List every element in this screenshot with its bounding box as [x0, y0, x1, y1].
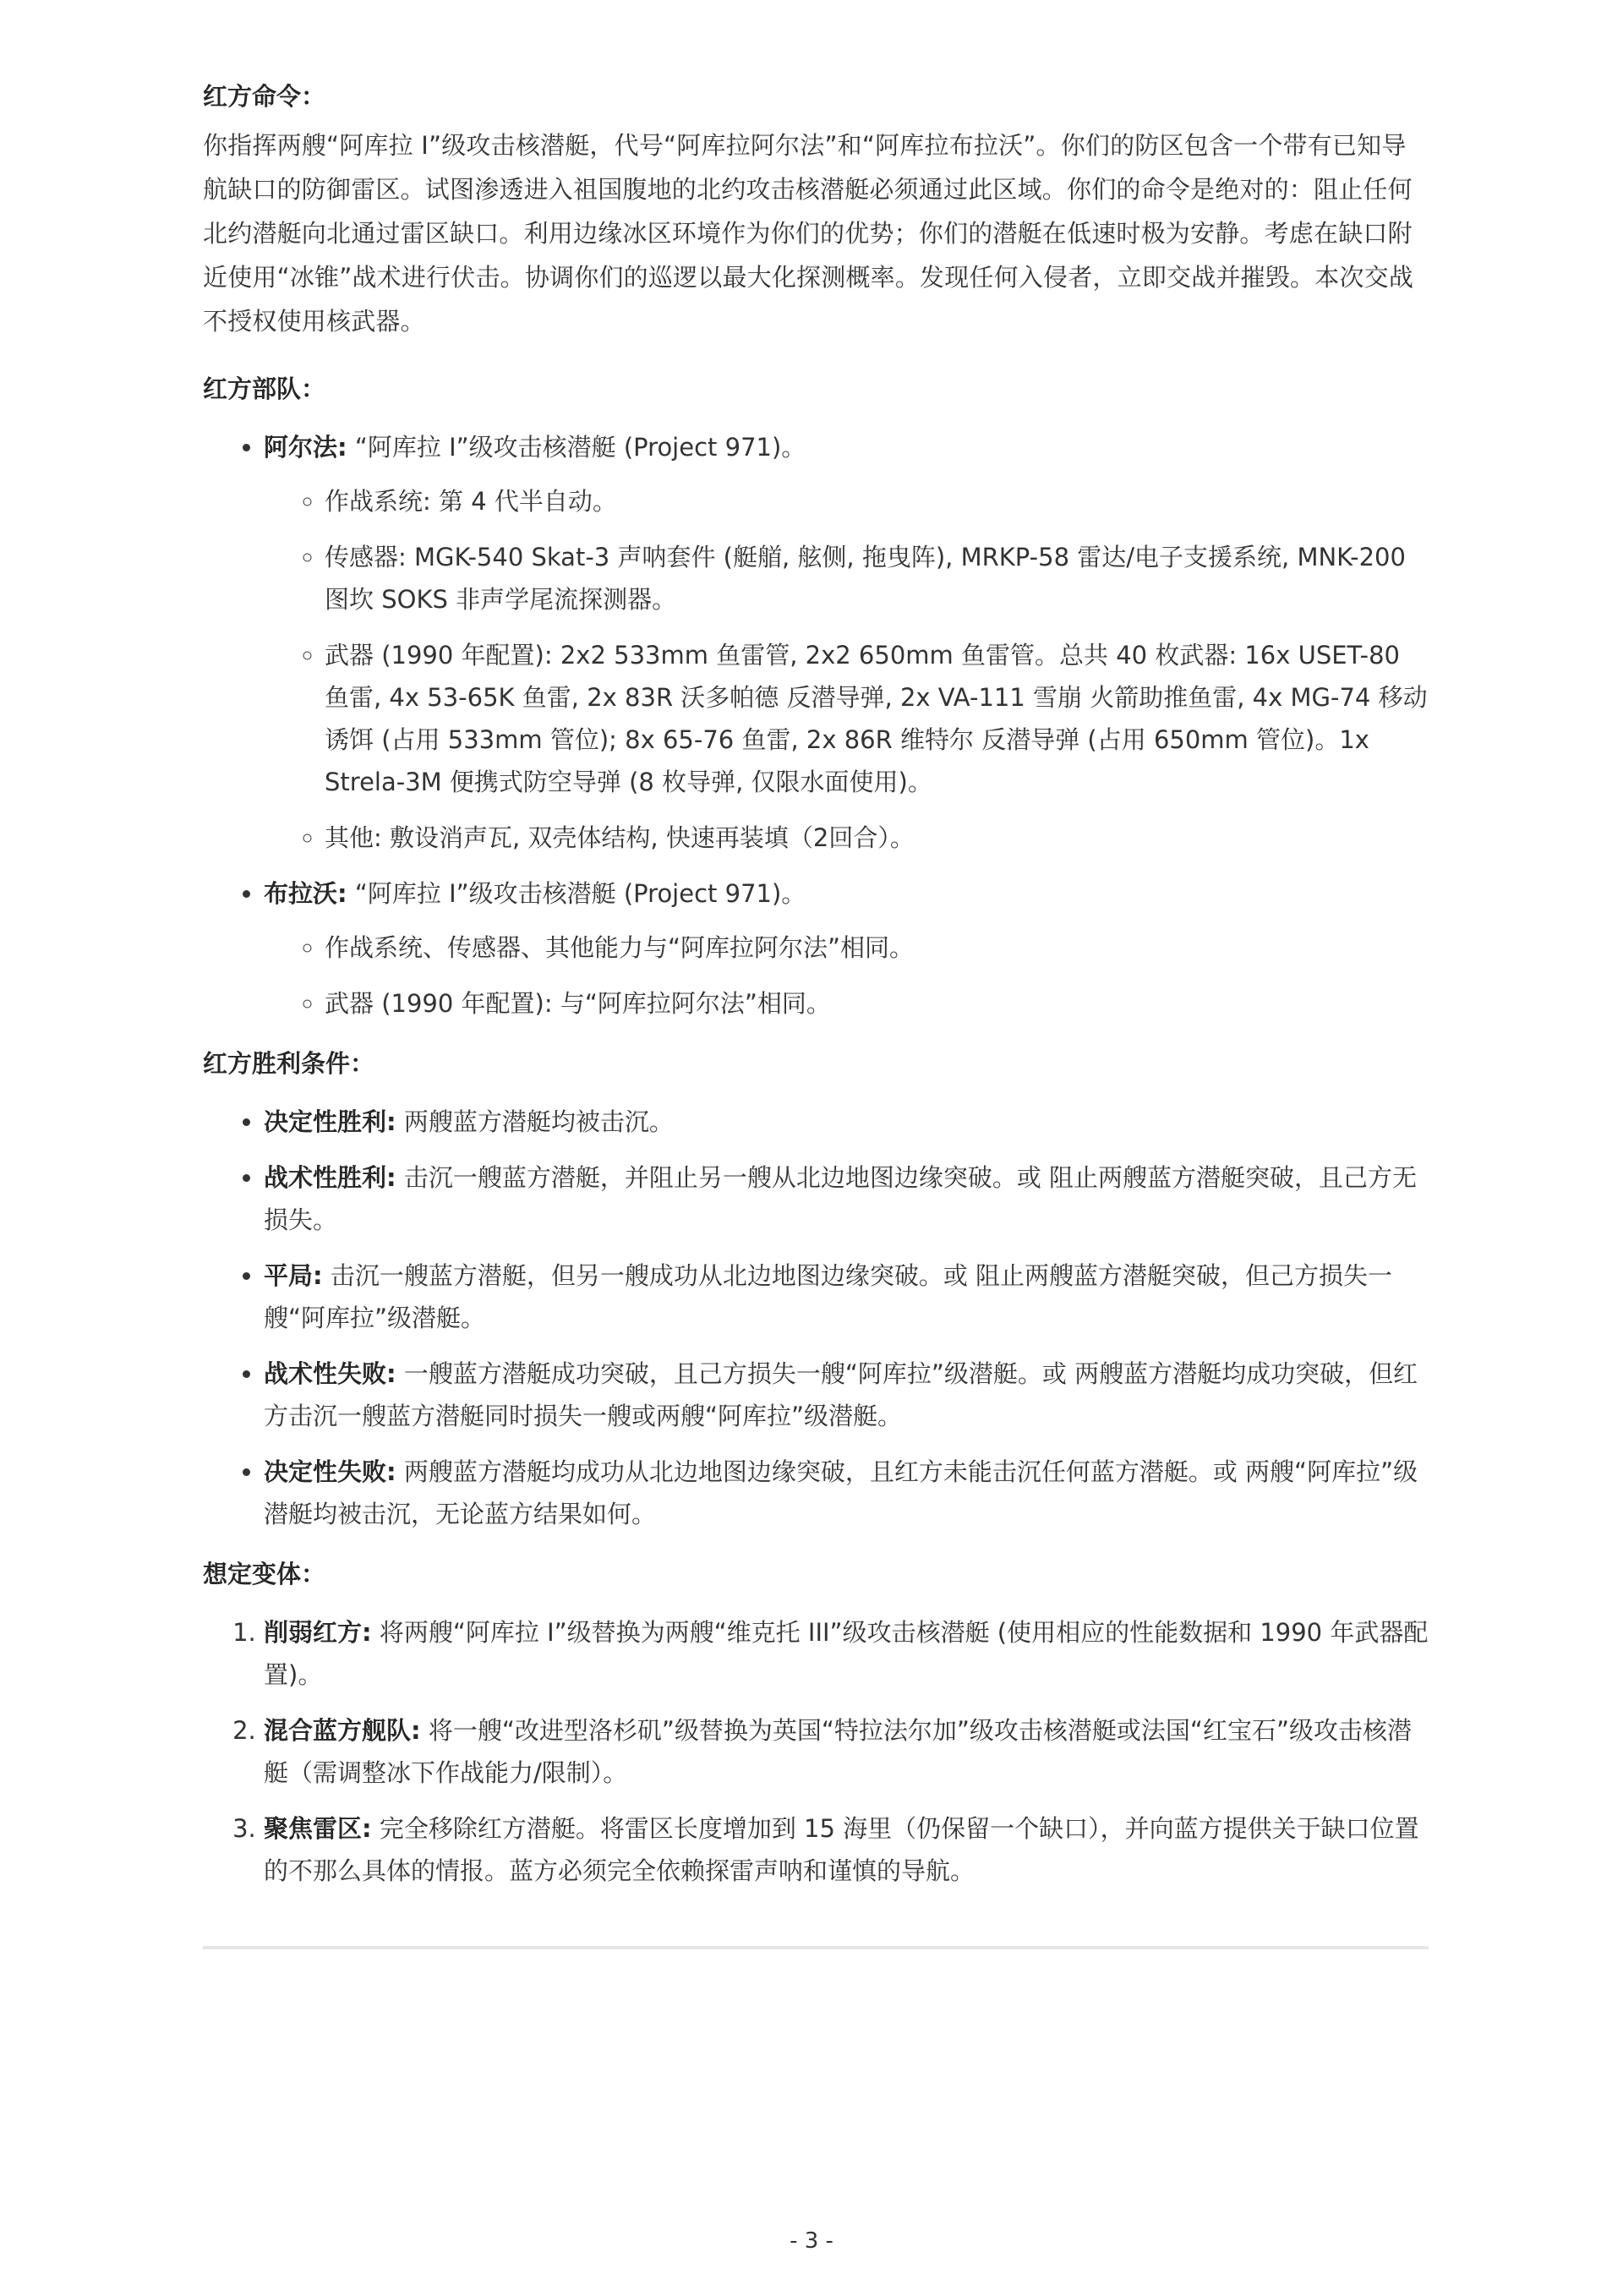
document-page	[203, 74, 1429, 1909]
variant-item	[264, 1611, 1429, 1696]
variant-label: 削弱红方:	[264, 1618, 372, 1647]
unit-detail: ◦ 其他: 敷设消声瓦, 双壳体结构, 快速再装填（2回合）。	[325, 817, 1429, 859]
victory-condition	[264, 1156, 1429, 1241]
orders-paragraph: 你指挥两艘“阿库拉 I”级攻击核潜艇，代号“阿库拉阿尔法”和“阿库拉布拉沃”。你们的防区包含一个带有已知导航缺口的防御雷区。试图渗透进入祖国腹地的北约攻击核潜艇必须通过此区域。你们的命令是绝对的：阻止任何北约潜艇向北通过雷区缺口。利用边缘冰区环境作为你们的优势；你们的潜艇在低速时极为安静。考虑在缺口附近使用“冰锥”战术进行伏击。协调你们的巡逻以最大化探测概率。发现任何入侵者，立即交战并摧毁。本次交战不授权使用核武器。	[203, 131, 1414, 336]
page-number: - 3 -	[790, 2228, 833, 2254]
unit-detail: ◦ 武器 (1990 年配置): 2x2 533mm 鱼雷管, 2x2 650mm 鱼雷管。总共 40 枚武器: 16x USET-80 鱼雷, 4x 53-65K 鱼雷, 2x 83R 沃多帕德 反潜导弹, 2x VA-111 雪崩 火箭助推鱼雷, 4x MG-74 移动诱饵 (占用 533mm 管位); 8x 65-76 鱼雷, 2x 86R 维特尔 反潜导弹 (占用 650mm 管位)。1x Strela-3M 便携式防空导弹 (8 枚导弹, 仅限水面使用)。	[325, 634, 1429, 803]
variant-text: 完全移除红方潜艇。将雷区长度增加到 15 海里（仍保留一个缺口），并向蓝方提供关于缺口位置的不那么具体的情报。蓝方必须完全依赖探雷声呐和谨慎的导航。	[264, 1814, 1419, 1885]
condition-text: 一艘蓝方潜艇成功突破，且己方损失一艘“阿库拉”级潜艇。或 两艘蓝方潜艇均成功突破，但红方击沉一艘蓝方潜艇同时损失一艘或两艘“阿库拉”级潜艇。	[264, 1359, 1418, 1430]
forces-list	[203, 426, 1429, 1025]
variant-text: 将一艘“改进型洛杉矶”级替换为英国“特拉法尔加”级攻击核潜艇或法国“红宝石”级攻击核潜艇（需调整冰下作战能力/限制）。	[264, 1716, 1412, 1787]
condition-text: 击沉一艘蓝方潜艇，并阻止另一艘从北边地图边缘突破。或 阻止两艘蓝方潜艇突破，且己方无损失。	[264, 1163, 1418, 1234]
variant-label: 聚焦雷区:	[264, 1814, 372, 1843]
unit-details	[264, 927, 1429, 1025]
condition-label: 平局:	[264, 1261, 323, 1290]
section-divider	[203, 1946, 1429, 1949]
victory-heading: 红方胜利条件：	[203, 1049, 375, 1078]
variants-list	[203, 1611, 1429, 1892]
unit-description: “阿库拉 I”级攻击核潜艇 (Project 971)。	[347, 879, 806, 908]
condition-label: 决定性失败:	[264, 1457, 396, 1486]
unit-detail: ◦ 作战系统、传感器、其他能力与“阿库拉阿尔法”相同。	[325, 927, 1429, 969]
unit-bravo	[264, 872, 1429, 1025]
condition-label: 战术性胜利:	[264, 1163, 396, 1192]
victory-condition	[264, 1255, 1429, 1339]
variant-item	[264, 1709, 1429, 1794]
variant-label: 混合蓝方舰队:	[264, 1716, 421, 1745]
condition-text: 两艘蓝方潜艇均成功从北边地图边缘突破，且红方未能击沉任何蓝方潜艇。或 两艘“阿库拉”级潜艇均被击沉，无论蓝方结果如何。	[264, 1457, 1418, 1528]
victory-condition	[264, 1101, 1429, 1143]
victory-list	[203, 1101, 1429, 1535]
unit-detail: ◦ 传感器: MGK-540 Skat-3 声呐套件 (艇艏, 舷侧, 拖曳阵), MRKP-58 雷达/电子支援系统, MNK-200 图坎 SOKS 非声学尾流探测器。	[325, 536, 1429, 620]
unit-alpha	[264, 426, 1429, 859]
victory-condition	[264, 1451, 1429, 1535]
orders-heading: 红方命令：	[203, 82, 326, 111]
victory-condition	[264, 1353, 1429, 1437]
condition-label: 决定性胜利:	[264, 1107, 396, 1136]
unit-description: “阿库拉 I”级攻击核潜艇 (Project 971)。	[347, 433, 806, 462]
unit-detail: ◦ 武器 (1990 年配置): 与“阿库拉阿尔法”相同。	[325, 982, 1429, 1025]
variant-item	[264, 1807, 1429, 1892]
condition-label: 战术性失败:	[264, 1359, 396, 1388]
unit-detail: ◦ 作战系统: 第 4 代半自动。	[325, 480, 1429, 522]
condition-text: 两艘蓝方潜艇均被击沉。	[396, 1107, 674, 1136]
variants-heading: 想定变体：	[203, 1560, 326, 1588]
unit-name: 阿尔法:	[264, 433, 347, 462]
variant-text: 将两艘“阿库拉 I”级替换为两艘“维克托 III”级攻击核潜艇 (使用相应的性能数据和 1990 年武器配置)。	[264, 1618, 1429, 1689]
unit-name: 布拉沃:	[264, 879, 347, 908]
condition-text: 击沉一艘蓝方潜艇，但另一艘成功从北边地图边缘突破。或 阻止两艘蓝方潜艇突破，但己方损失一艘“阿库拉”级潜艇。	[264, 1261, 1393, 1332]
forces-heading: 红方部队：	[203, 374, 326, 403]
unit-details	[264, 480, 1429, 859]
